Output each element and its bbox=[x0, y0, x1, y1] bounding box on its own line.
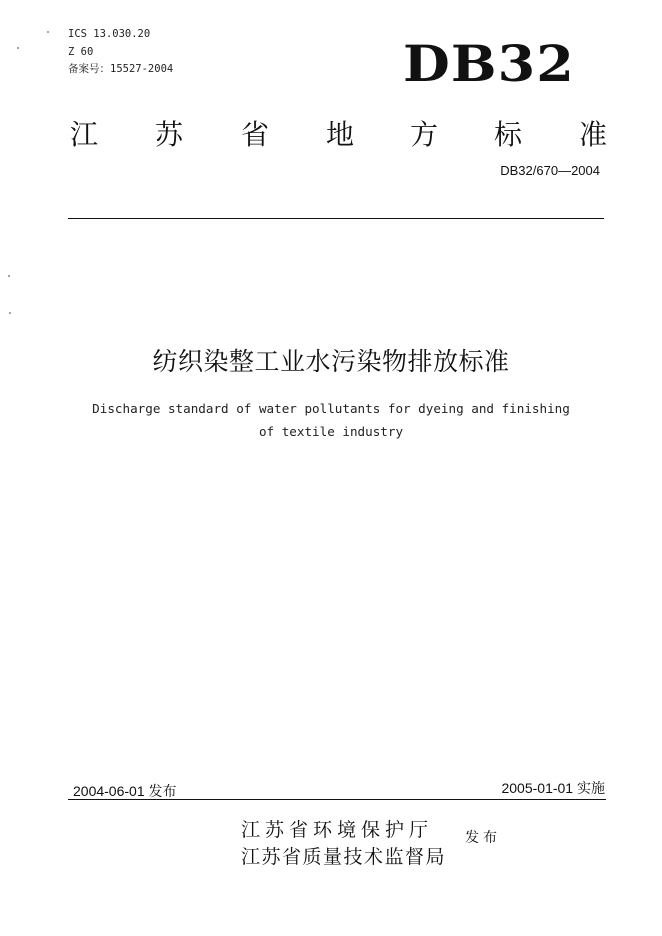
issue-label: 发布 bbox=[465, 830, 501, 846]
top-divider bbox=[68, 218, 604, 219]
scan-speck bbox=[17, 47, 19, 49]
standard-type-char: 苏 bbox=[155, 118, 184, 151]
document-title-en-line1: Discharge standard of water pollutants for dyeing and finishing bbox=[92, 401, 570, 416]
bottom-divider bbox=[68, 799, 606, 800]
record-number: 备案号：15527-2004 bbox=[68, 63, 174, 75]
scan-speck bbox=[47, 31, 49, 33]
standard-type-char: 地 bbox=[326, 118, 355, 151]
standard-type-char: 准 bbox=[579, 118, 608, 151]
db32-logo: DB32 bbox=[403, 34, 575, 93]
standard-type-char: 方 bbox=[410, 118, 439, 151]
implement-date: 2005-01-01 实施 bbox=[501, 780, 605, 796]
issuer-quality-bureau: 江苏省质量技术监督局 bbox=[241, 846, 447, 868]
standard-type-char: 省 bbox=[241, 118, 270, 151]
document-title-en-line2: of textile industry bbox=[258, 424, 404, 439]
issuer-environmental-bureau: 江苏省环境保护厅 bbox=[241, 819, 434, 841]
classification-code: Z 60 bbox=[68, 46, 94, 58]
scan-speck bbox=[8, 275, 10, 277]
scan-speck bbox=[9, 312, 11, 314]
publish-date: 2004-06-01 发布 bbox=[73, 783, 177, 799]
standard-type-char: 标 bbox=[494, 118, 523, 151]
standard-number: DB32/670—2004 bbox=[500, 163, 600, 178]
ics-code: ICS 13.030.20 bbox=[68, 28, 151, 40]
standard-type-title bbox=[70, 113, 610, 149]
document-title-cn: 纺织染整工业水污染物排放标准 bbox=[152, 347, 510, 376]
standard-type-char: 江 bbox=[70, 118, 99, 151]
